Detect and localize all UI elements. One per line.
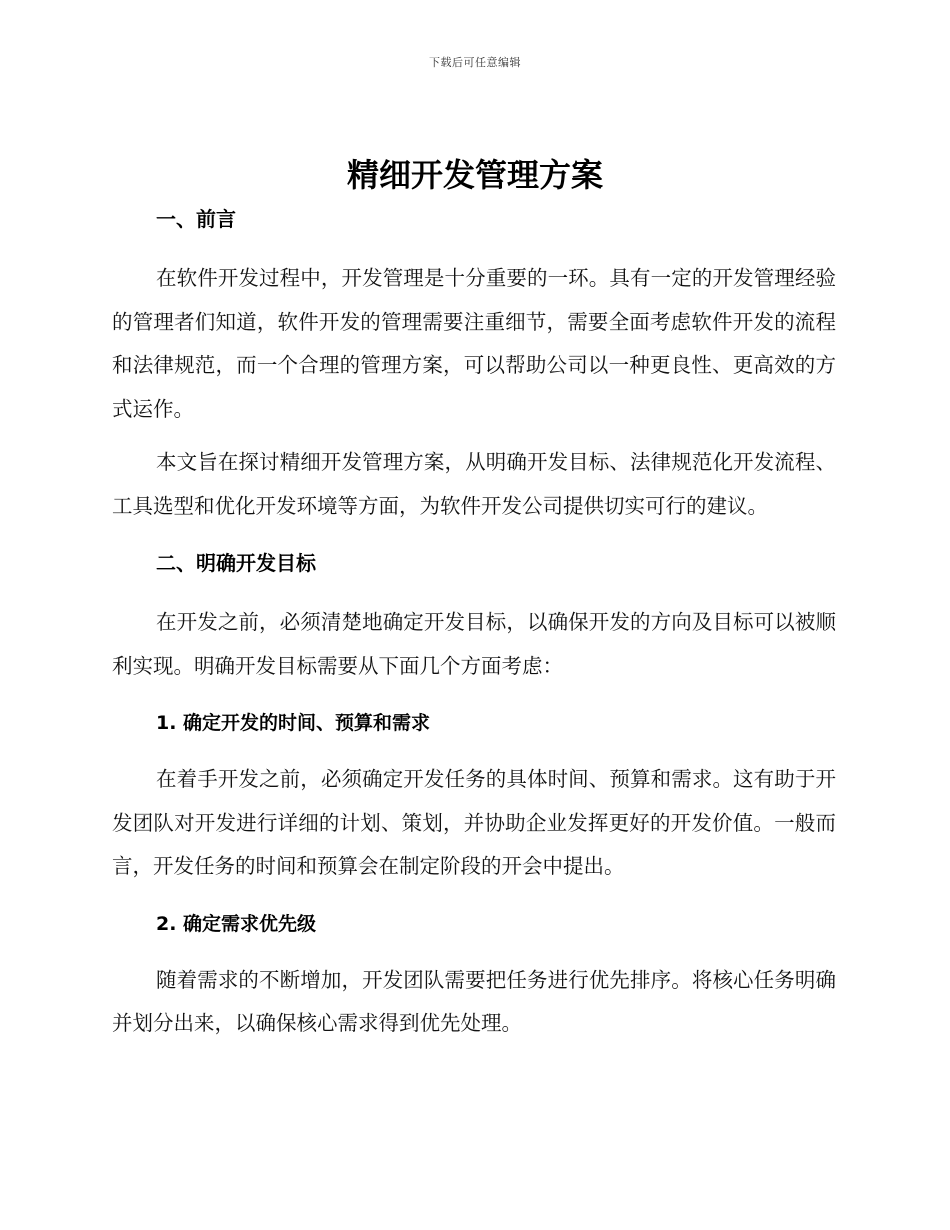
paragraph: 随着需求的不断增加，开发团队需要把任务进行优先排序。将核心任务明确并划分出来，以确保核心需求得到优先处理。 [112,967,836,1035]
section-heading-preface: 一、前言 [156,207,236,231]
subsection-heading-priority: 2. 确定需求优先级 [156,912,317,935]
section-heading-goals: 二、明确开发目标 [156,551,316,575]
paragraph: 在开发之前，必须清楚地确定开发目标，以确保开发的方向及目标可以被顺利实现。明确开发目标需要从下面几个方面考虑： [112,610,836,678]
header-note: 下载后可任意编辑 [429,56,521,69]
paragraph: 在软件开发过程中，开发管理是十分重要的一环。具有一定的开发管理经验的管理者们知道，软件开发的管理需要注重细节，需要全面考虑软件开发的流程和法律规范，而一个合理的管理方案，可以帮助公司以一种更良性、更高效的方式运作。 [112,266,836,421]
document-body [112,204,836,1046]
document-title: 精细开发管理方案 [346,156,603,194]
paragraph: 本文旨在探讨精细开发管理方案，从明确开发目标、法律规范化开发流程、工具选型和优化开发环境等方面，为软件开发公司提供切实可行的建议。 [112,450,836,518]
paragraph: 在着手开发之前，必须确定开发任务的具体时间、预算和需求。这有助于开发团队对开发进行详细的计划、策划，并协助企业发挥更好的开发价值。一般而言，开发任务的时间和预算会在制定阶段的开会中提出。 [112,767,836,878]
subsection-heading-timeline-budget: 1. 确定开发的时间、预算和需求 [156,712,431,734]
